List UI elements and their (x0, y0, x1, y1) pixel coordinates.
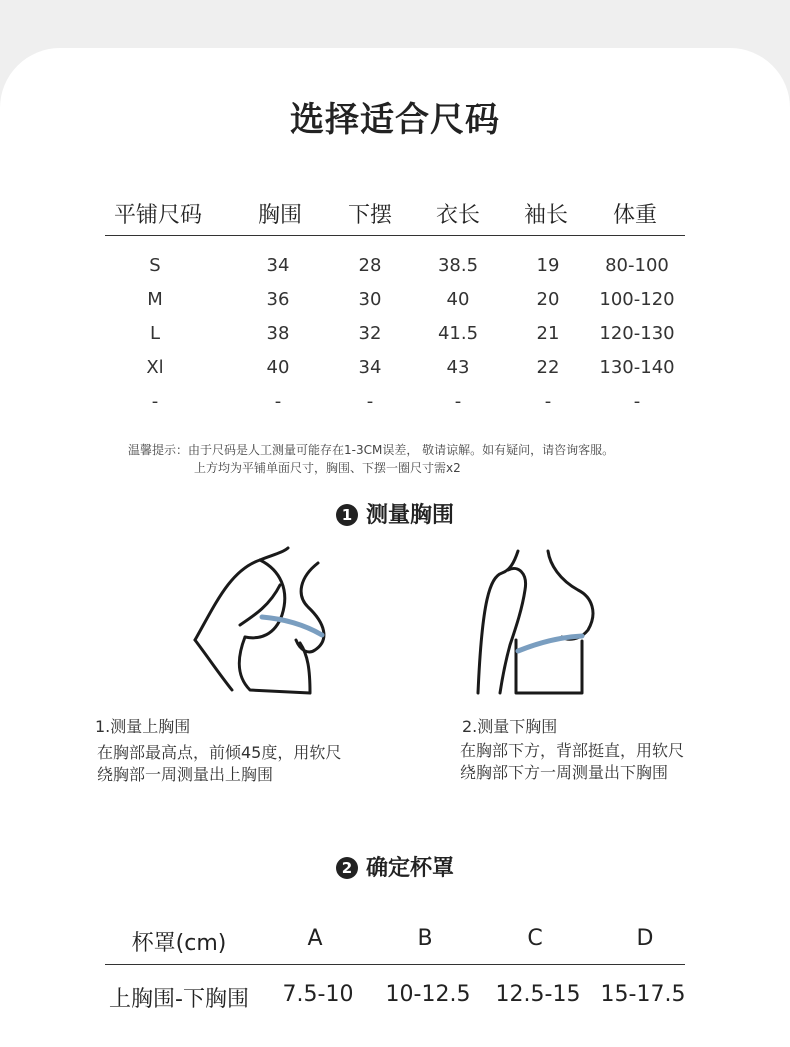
cell-hem: - (366, 391, 374, 412)
cell-sleeve: 22 (536, 357, 560, 378)
table-row (105, 289, 685, 319)
header-cup-a: A (307, 926, 323, 951)
cup-value-a: 7.5-10 (282, 982, 354, 1007)
cup-table-divider (105, 964, 685, 965)
cell-length: 43 (446, 357, 470, 378)
size-table-divider (105, 235, 685, 236)
cell-length: - (454, 391, 462, 412)
cell-weight: 130-140 (599, 357, 675, 378)
table-row (105, 255, 685, 285)
lower-bust-instruction-2: 绕胸部下方一周测量出下胸围 (460, 763, 669, 782)
arm-outline (500, 569, 526, 693)
cup-value-c: 12.5-15 (495, 982, 581, 1007)
cell-length: 41.5 (437, 323, 479, 344)
cell-weight: - (633, 391, 641, 412)
table-row (105, 357, 685, 387)
lower-bust-heading: 2.测量下胸围 (462, 717, 558, 736)
cell-hem: 32 (358, 323, 382, 344)
upper-bust-instruction-1: 在胸部最高点，前倾45度，用软尺 (97, 743, 342, 762)
cell-weight: 120-130 (599, 323, 675, 344)
cell-sleeve: - (544, 391, 552, 412)
cell-sleeve: 20 (536, 289, 560, 310)
shoulder-outline (245, 560, 285, 638)
upper-bust-illustration (190, 545, 340, 700)
cup-row-label: 上胸围-下胸围 (109, 987, 249, 1012)
step-one-badge: 1 (336, 504, 358, 526)
section-cup (0, 851, 790, 882)
cell-bust: - (274, 391, 282, 412)
cell-weight: 100-120 (599, 289, 675, 310)
tape-measure (518, 636, 582, 651)
chest-outline (296, 563, 324, 652)
back-outline (478, 551, 518, 693)
cell-size: M (147, 289, 163, 310)
header-sleeve: 袖长 (523, 203, 568, 228)
cell-hem: 34 (358, 357, 382, 378)
header-weight: 体重 (612, 203, 657, 228)
header-cup-c: C (527, 926, 543, 951)
upper-bust-heading: 1.测量上胸围 (95, 717, 191, 736)
cell-weight: 80-100 (605, 255, 669, 276)
table-row (105, 982, 685, 1012)
header-bust: 胸围 (257, 203, 302, 228)
section-measure-bust (0, 498, 790, 529)
cell-sleeve: 19 (536, 255, 560, 276)
header-size: 平铺尺码 (113, 203, 202, 228)
cup-value-d: 15-17.5 (600, 982, 686, 1007)
cell-size: Xl (146, 357, 164, 378)
header-hem: 下摆 (347, 203, 392, 228)
cup-table-header (105, 926, 685, 956)
lower-bust-illustration (470, 545, 610, 700)
cell-bust: 36 (266, 289, 290, 310)
cell-length: 38.5 (437, 255, 479, 276)
arm-outline (195, 640, 232, 690)
cell-bust: 38 (266, 323, 290, 344)
size-note-line2: 上方均为平铺单面尺寸，胸围、下摆一圈尺寸需x2 (194, 461, 461, 475)
page-title: 选择适合尺码 (290, 100, 500, 140)
step-two-badge: 2 (336, 857, 358, 879)
section-cup-title: 确定杯罩 (365, 856, 454, 881)
table-row (105, 323, 685, 353)
cell-length: 40 (446, 289, 470, 310)
header-length: 衣长 (435, 203, 480, 228)
lower-bust-instruction-1: 在胸部下方，背部挺直，用软尺 (460, 741, 685, 760)
header-cup-b: B (417, 926, 433, 951)
upper-bust-instruction-2: 绕胸部一周测量出上胸围 (97, 765, 274, 784)
cell-hem: 28 (358, 255, 382, 276)
table-row (105, 391, 685, 421)
cell-size: - (151, 391, 159, 412)
cell-size: L (149, 323, 161, 344)
header-cup: 杯罩(cm) (131, 931, 227, 956)
section-measure-bust-title: 测量胸围 (365, 503, 454, 528)
cell-bust: 34 (266, 255, 290, 276)
cell-bust: 40 (266, 357, 290, 378)
cup-value-b: 10-12.5 (385, 982, 471, 1007)
header-cup-d: D (636, 926, 654, 951)
cell-size: S (149, 255, 161, 276)
size-note-line1: 温馨提示：由于尺码是人工测量可能存在1-3CM误差， 敬请谅解。如有疑问，请咨询客服。 (128, 443, 615, 457)
size-table-header (105, 198, 685, 228)
cell-hem: 30 (358, 289, 382, 310)
chest-outline (548, 551, 593, 639)
cell-sleeve: 21 (536, 323, 560, 344)
